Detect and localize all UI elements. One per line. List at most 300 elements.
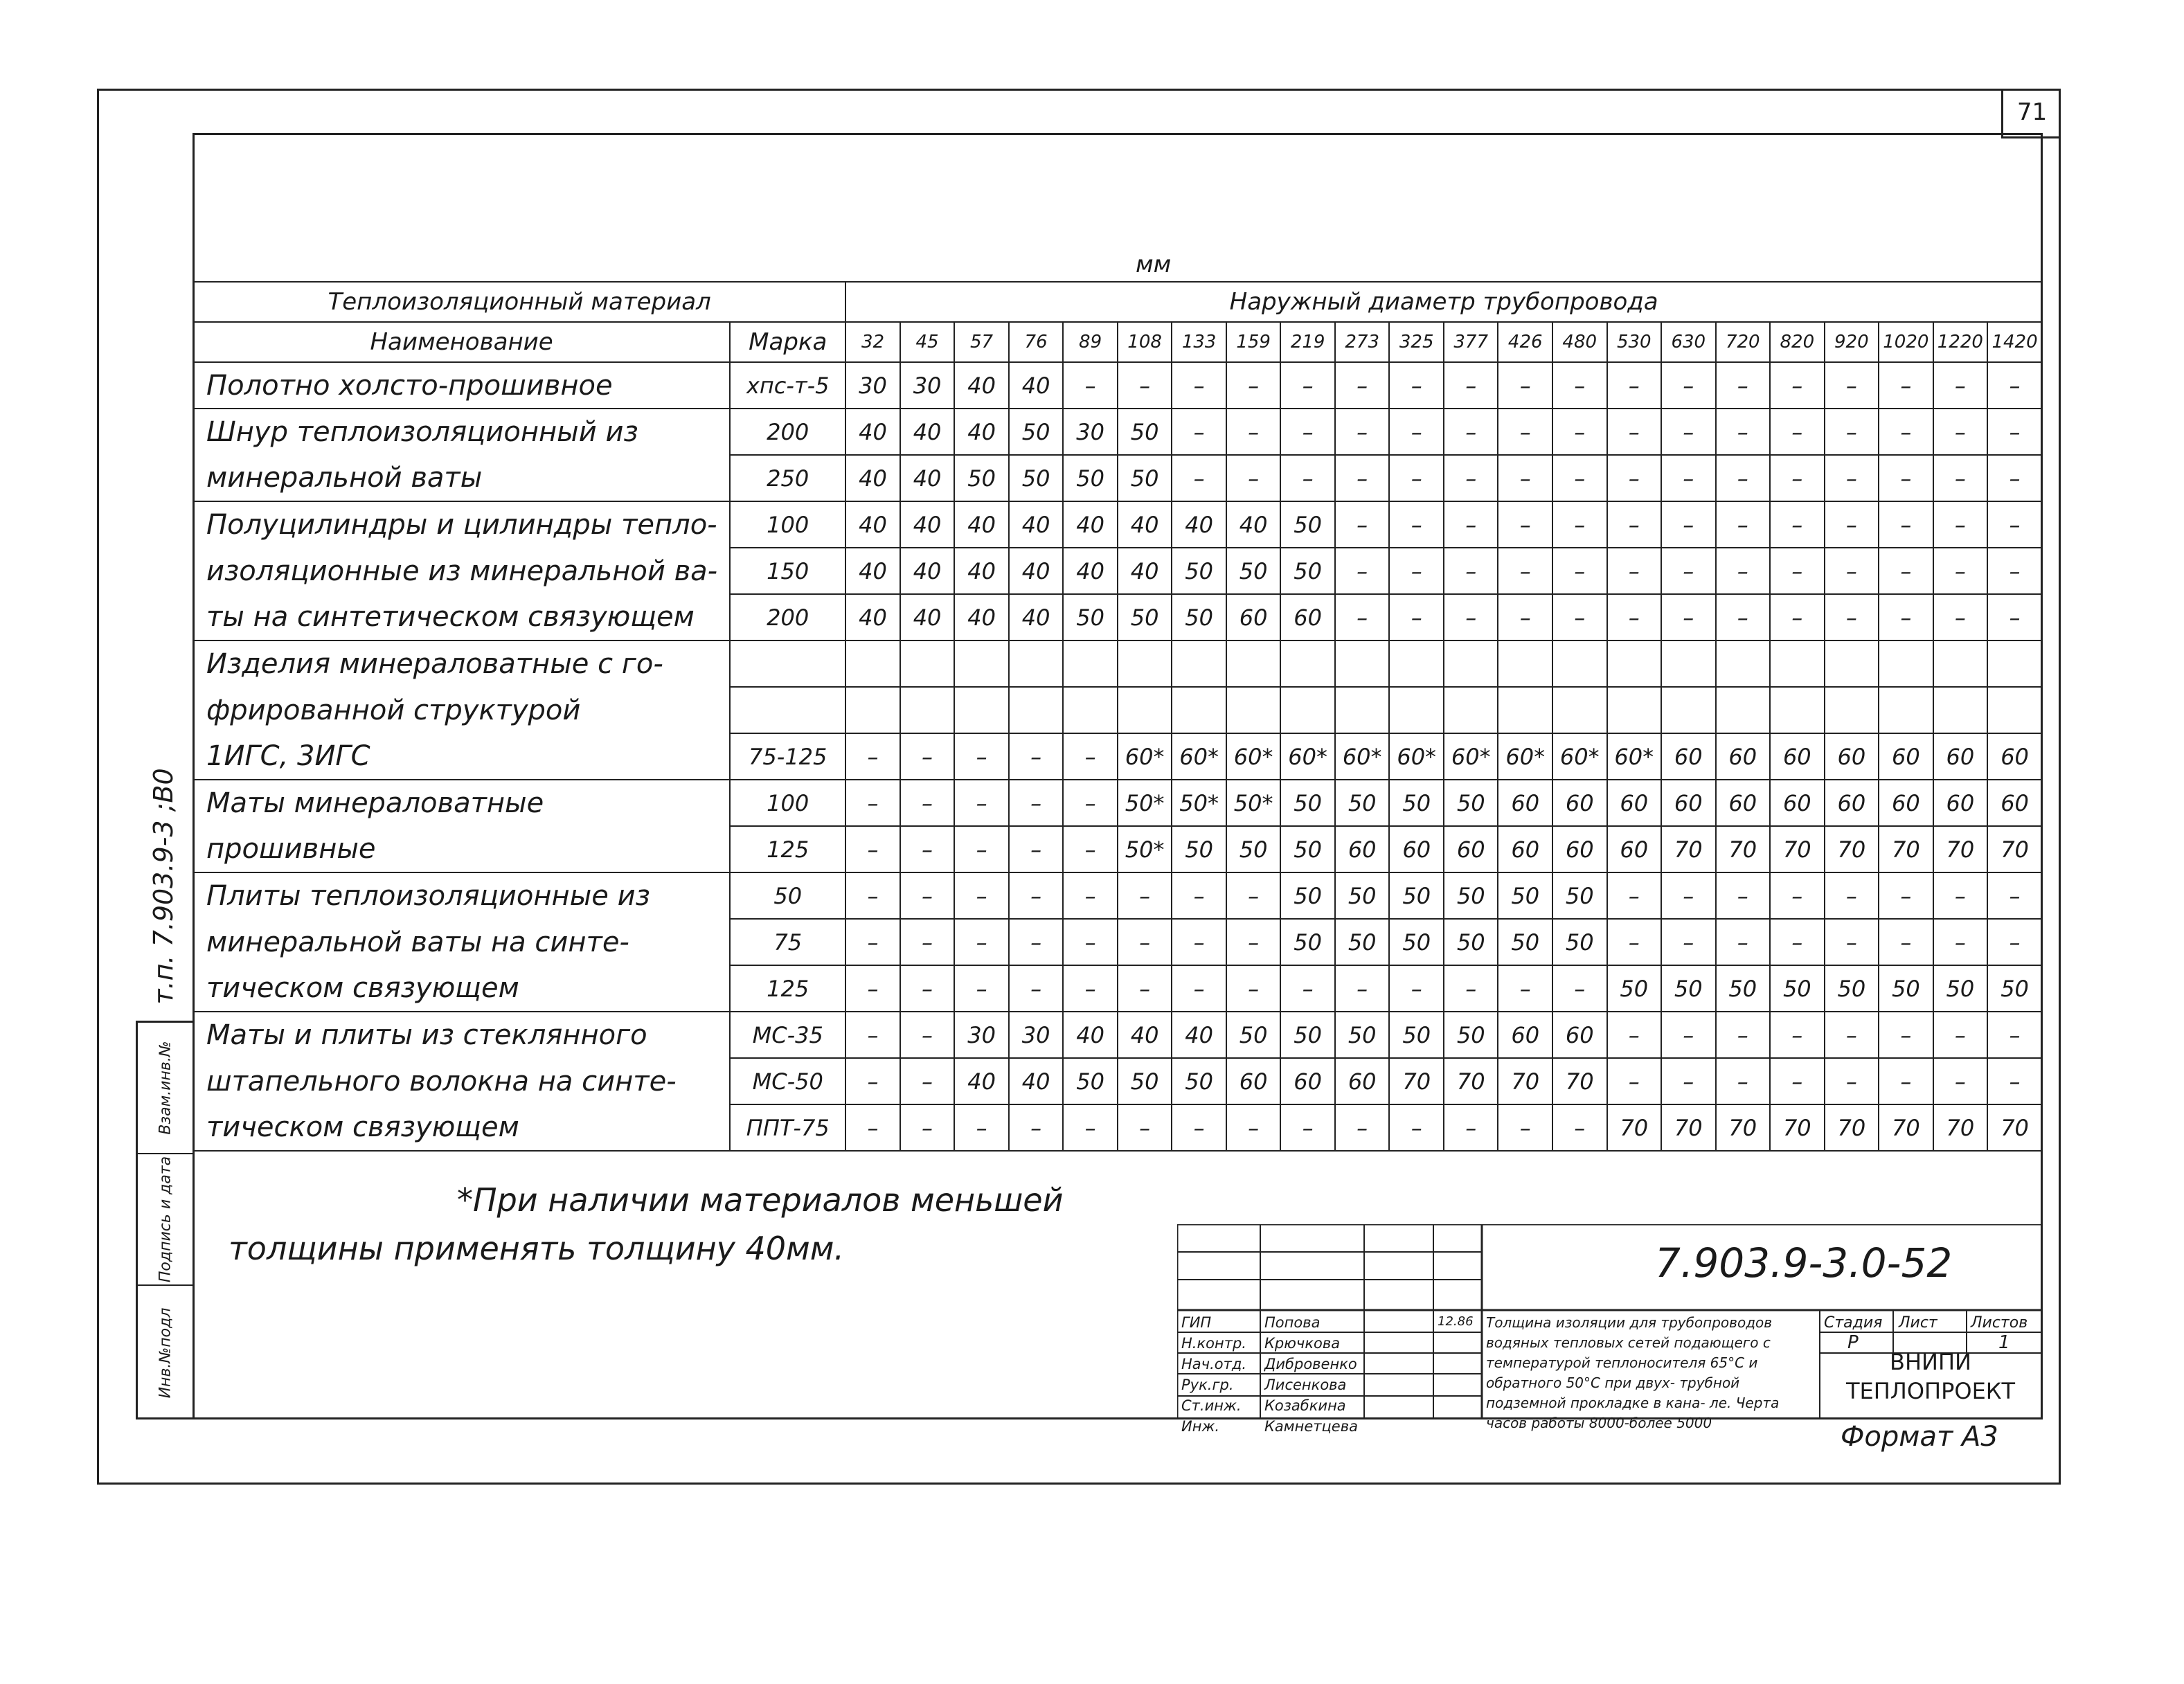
thickness-cell: 50 (1335, 780, 1390, 826)
thickness-cell: – (845, 733, 900, 780)
thickness-cell: – (1009, 965, 1064, 1012)
thickness-cell: 40 (845, 548, 900, 594)
thickness-cell: 60 (1552, 1012, 1607, 1058)
thickness-cell: 40 (1118, 1012, 1172, 1058)
thickness-cell: – (1770, 872, 1825, 919)
thickness-cell: – (1118, 1104, 1172, 1151)
thickness-cell: – (1498, 501, 1552, 548)
thickness-cell: 60* (1389, 733, 1444, 780)
sheets-label: Листов (1971, 1314, 2028, 1332)
thickness-cell: – (1389, 455, 1444, 501)
thickness-cell: – (1335, 1104, 1390, 1151)
thickness-cell: – (1335, 965, 1390, 1012)
thickness-cell: 50 (1335, 1012, 1390, 1058)
thickness-cell: 50* (1172, 780, 1226, 826)
thickness-cell: 50 (1552, 872, 1607, 919)
thickness-cell: 70 (1933, 826, 1988, 872)
thickness-cell: – (1716, 594, 1771, 641)
thickness-cell (1280, 641, 1335, 687)
thickness-cell: 50 (1389, 780, 1444, 826)
thickness-cell: – (1825, 409, 1879, 455)
thickness-cell: 60 (1335, 826, 1390, 872)
table-row (193, 1012, 2042, 1058)
thickness-cell: – (1009, 919, 1064, 965)
strip-cell-signature (138, 1154, 193, 1286)
thickness-cell: – (1009, 826, 1064, 872)
table-row (193, 733, 2042, 780)
thickness-cell: 60 (1552, 780, 1607, 826)
table-row (193, 1058, 2042, 1104)
thickness-cell: 40 (1009, 501, 1064, 548)
thickness-cell: 50 (1280, 548, 1335, 594)
thickness-cell: 60 (1226, 594, 1281, 641)
thickness-cell: – (1987, 501, 2042, 548)
diameter-header: 32 (845, 322, 900, 362)
material-mark: МС-35 (730, 1012, 845, 1058)
table-row (193, 641, 2042, 687)
thickness-cell: 60 (1987, 780, 2042, 826)
thickness-cell: – (845, 780, 900, 826)
thickness-cell: 40 (845, 455, 900, 501)
thickness-cell (1063, 641, 1118, 687)
thickness-cell: – (1716, 362, 1771, 409)
thickness-cell: – (1825, 501, 1879, 548)
thickness-cell: 40 (954, 1058, 1009, 1104)
thickness-cell: – (1389, 501, 1444, 548)
thickness-cell (1770, 687, 1825, 733)
thickness-cell (1335, 641, 1390, 687)
thickness-cell: 50 (1226, 826, 1281, 872)
thickness-cell: – (1226, 409, 1281, 455)
thickness-cell: 40 (1172, 501, 1226, 548)
diameter-header: 57 (954, 322, 1009, 362)
thickness-cell: 50 (1498, 919, 1552, 965)
thickness-cell: – (954, 1104, 1009, 1151)
thickness-cell: 40 (845, 594, 900, 641)
thickness-cell: – (845, 1104, 900, 1151)
material-mark: 50 (730, 872, 845, 919)
stamp-name: Козабкина (1264, 1397, 1346, 1414)
thickness-cell: 50 (1389, 1012, 1444, 1058)
thickness-cell (845, 641, 900, 687)
thickness-cell: – (1933, 1058, 1988, 1104)
thickness-cell: – (1933, 548, 1988, 594)
diameter-header: 1220 (1933, 322, 1988, 362)
thickness-cell: 50 (1280, 780, 1335, 826)
diameter-header: 159 (1226, 322, 1281, 362)
thickness-cell: – (1552, 1104, 1607, 1151)
thickness-cell: 70 (1498, 1058, 1552, 1104)
footnote-line-2: толщины применять толщину 40мм. (229, 1230, 845, 1267)
thickness-cell: – (1879, 919, 1933, 965)
thickness-cell: – (1063, 826, 1118, 872)
strip-label: Подпись и дата (156, 1156, 174, 1283)
thickness-cell: 50 (1063, 1058, 1118, 1104)
thickness-cell: 60* (1280, 733, 1335, 780)
thickness-cell: – (1389, 362, 1444, 409)
thickness-cell: – (1825, 1012, 1879, 1058)
thickness-cell: – (1987, 594, 2042, 641)
thickness-cell: 70 (1987, 1104, 2042, 1151)
table-row (193, 548, 2042, 594)
thickness-cell: 60* (1444, 733, 1498, 780)
material-mark: 125 (730, 826, 845, 872)
thickness-cell: – (1770, 362, 1825, 409)
thickness-cell: – (1118, 965, 1172, 1012)
thickness-cell: 60 (1280, 1058, 1335, 1104)
stage-label: Стадия (1824, 1314, 1883, 1332)
thickness-cell: 50 (1280, 872, 1335, 919)
thickness-cell: 70 (1389, 1058, 1444, 1104)
thickness-cell: 60 (1444, 826, 1498, 872)
thickness-cell: 50 (1335, 919, 1390, 965)
stamp-role: Рук.гр. (1181, 1377, 1234, 1393)
stamp-name: Дибровенко (1264, 1356, 1357, 1372)
thickness-cell (1933, 641, 1988, 687)
strip-cell-inventory (138, 1286, 193, 1419)
thickness-cell (1009, 641, 1064, 687)
thickness-cell: 60 (1716, 780, 1771, 826)
material-name: Полотно холсто-прошивное (193, 362, 730, 409)
diameter-header: 219 (1280, 322, 1335, 362)
thickness-cell: 40 (900, 501, 955, 548)
thickness-cell (1607, 641, 1662, 687)
thickness-cell: 70 (1444, 1058, 1498, 1104)
thickness-cell: 60 (1498, 780, 1552, 826)
thickness-cell: – (1498, 965, 1552, 1012)
thickness-cell: – (1607, 409, 1662, 455)
diameter-header: 1020 (1879, 322, 1933, 362)
thickness-cell: – (1498, 362, 1552, 409)
diameter-header: 325 (1389, 322, 1444, 362)
thickness-cell: – (1009, 733, 1064, 780)
thickness-cell: – (1987, 872, 2042, 919)
thickness-cell: – (1933, 919, 1988, 965)
thickness-cell: – (1879, 409, 1933, 455)
thickness-cell: 50 (1607, 965, 1662, 1012)
thickness-cell: 40 (1226, 501, 1281, 548)
diameter-header: 108 (1118, 322, 1172, 362)
thickness-cell: – (1879, 548, 1933, 594)
organization (1820, 1347, 2041, 1406)
thickness-cell: – (1335, 455, 1390, 501)
thickness-cell: 50 (1009, 455, 1064, 501)
thickness-cell: – (954, 826, 1009, 872)
thickness-cell: 60 (1661, 780, 1716, 826)
thickness-cell: 50 (1226, 548, 1281, 594)
thickness-cell: – (1661, 1058, 1716, 1104)
thickness-cell: – (1661, 362, 1716, 409)
thickness-cell: – (1933, 1012, 1988, 1058)
stamp-name: Камнетцева (1264, 1418, 1358, 1435)
thickness-cell: 50 (1552, 919, 1607, 965)
thickness-cell (1607, 687, 1662, 733)
thickness-cell: – (1770, 455, 1825, 501)
org-line-2: ТЕПЛОПРОЕКТ (1845, 1378, 2016, 1404)
thickness-cell (1987, 641, 2042, 687)
material-mark: 200 (730, 409, 845, 455)
thickness-cell: 60 (1770, 733, 1825, 780)
thickness-cell: – (954, 872, 1009, 919)
material-name: Маты минераловатные (193, 780, 730, 826)
thickness-cell: – (1716, 501, 1771, 548)
table-row (193, 455, 2042, 501)
thickness-cell: 60 (1498, 826, 1552, 872)
stamp-name: Крючкова (1264, 1335, 1341, 1352)
thickness-cell: – (1770, 919, 1825, 965)
thickness-cell: – (1607, 548, 1662, 594)
diameter-header: 630 (1661, 322, 1716, 362)
thickness-cell: – (1879, 594, 1933, 641)
thickness-cell: – (1933, 409, 1988, 455)
thickness-cell: 50 (1280, 501, 1335, 548)
thickness-cell: 70 (1825, 1104, 1879, 1151)
thickness-cell: – (1335, 362, 1390, 409)
thickness-cell: – (1172, 1104, 1226, 1151)
thickness-cell: – (1825, 872, 1879, 919)
thickness-cell: – (1770, 409, 1825, 455)
thickness-cell: 50 (1009, 409, 1064, 455)
thickness-cell (1987, 687, 2042, 733)
thickness-cell: – (1716, 872, 1771, 919)
thickness-cell: 50 (1280, 919, 1335, 965)
thickness-cell: – (1444, 965, 1498, 1012)
thickness-cell: – (1498, 455, 1552, 501)
thickness-cell: 60 (1825, 733, 1879, 780)
thickness-cell: 50 (1172, 1058, 1226, 1104)
thickness-cell: – (1770, 594, 1825, 641)
thickness-cell: 60 (1607, 780, 1662, 826)
thickness-cell (1552, 641, 1607, 687)
document-code: 7.903.9-3.0-52 (1655, 1239, 1953, 1287)
thickness-cell: – (1389, 594, 1444, 641)
thickness-cell: 50 (1335, 872, 1390, 919)
thickness-cell: 50 (1444, 872, 1498, 919)
thickness-cell: 60 (1879, 733, 1933, 780)
thickness-cell (1879, 687, 1933, 733)
stamp-name: Попова (1264, 1314, 1321, 1331)
thickness-cell: – (954, 965, 1009, 1012)
thickness-cell: 70 (1716, 826, 1771, 872)
thickness-cell: 70 (1879, 1104, 1933, 1151)
thickness-cell: – (1661, 872, 1716, 919)
thickness-cell: – (1607, 594, 1662, 641)
thickness-cell (1444, 687, 1498, 733)
thickness-cell: – (1987, 919, 2042, 965)
table-row (193, 594, 2042, 641)
thickness-cell: – (1825, 919, 1879, 965)
diameter-group-header: Наружный диаметр трубопровода (845, 282, 2042, 322)
thickness-cell: 70 (1825, 826, 1879, 872)
table-row (193, 780, 2042, 826)
thickness-cell: – (1607, 1058, 1662, 1104)
thickness-cell: 60 (1389, 826, 1444, 872)
stamp-name: Лисенкова (1264, 1377, 1347, 1393)
thickness-cell: 50 (1118, 409, 1172, 455)
thickness-cell: – (1716, 548, 1771, 594)
thickness-cell: 50 (1389, 919, 1444, 965)
thickness-cell: – (954, 919, 1009, 965)
thickness-cell: 60* (1172, 733, 1226, 780)
thickness-cell (845, 687, 900, 733)
thickness-cell: – (1280, 455, 1335, 501)
thickness-cell: – (1444, 548, 1498, 594)
thickness-cell: – (1825, 594, 1879, 641)
thickness-cell (1552, 687, 1607, 733)
thickness-cell: 50 (1661, 965, 1716, 1012)
insulation-thickness-table (193, 281, 2043, 1152)
thickness-cell: 50 (1118, 455, 1172, 501)
thickness-cell: 50 (1172, 594, 1226, 641)
thickness-cell: – (1552, 548, 1607, 594)
thickness-cell: – (1009, 872, 1064, 919)
diameter-header: 45 (900, 322, 955, 362)
thickness-cell: 60* (1226, 733, 1281, 780)
thickness-cell (1661, 687, 1716, 733)
thickness-cell: – (1661, 409, 1716, 455)
table-row (193, 362, 2042, 409)
table-row (193, 826, 2042, 872)
thickness-cell: – (1444, 1104, 1498, 1151)
thickness-cell: – (1498, 594, 1552, 641)
page-number: 71 (2001, 89, 2061, 138)
material-mark: хпс-т-5 (730, 362, 845, 409)
sheet-label: Лист (1899, 1314, 1937, 1332)
material-name: минеральной ваты на синте- (193, 919, 730, 965)
thickness-cell: – (845, 826, 900, 872)
thickness-cell (1226, 641, 1281, 687)
thickness-cell: – (845, 872, 900, 919)
material-name: ты на синтетическом связующем (193, 594, 730, 641)
thickness-cell: – (1172, 409, 1226, 455)
thickness-cell: – (900, 1058, 955, 1104)
thickness-cell (1280, 687, 1335, 733)
thickness-cell: 50 (1770, 965, 1825, 1012)
thickness-cell: – (1063, 872, 1118, 919)
thickness-cell: – (1172, 362, 1226, 409)
thickness-cell: 40 (845, 501, 900, 548)
thickness-cell (954, 687, 1009, 733)
thickness-cell: 60 (1498, 1012, 1552, 1058)
side-document-code (143, 762, 184, 1011)
thickness-cell: 50* (1118, 780, 1172, 826)
thickness-cell: 60 (1825, 780, 1879, 826)
thickness-cell: – (1933, 872, 1988, 919)
name-column-header: Наименование (193, 322, 730, 362)
material-mark: МС-50 (730, 1058, 845, 1104)
thickness-cell: 70 (1770, 1104, 1825, 1151)
diameter-header: 1420 (1987, 322, 2042, 362)
thickness-cell: – (845, 1058, 900, 1104)
thickness-cell: – (1444, 594, 1498, 641)
thickness-cell: – (1825, 362, 1879, 409)
thickness-cell: – (1389, 1104, 1444, 1151)
thickness-cell: – (1172, 965, 1226, 1012)
thickness-cell (900, 641, 955, 687)
thickness-cell: – (1987, 548, 2042, 594)
thickness-cell (1172, 641, 1226, 687)
thickness-cell: 30 (845, 362, 900, 409)
material-name: минеральной ваты (193, 455, 730, 501)
thickness-cell: 60* (1552, 733, 1607, 780)
thickness-cell: – (845, 1012, 900, 1058)
thickness-cell: – (1335, 594, 1390, 641)
thickness-cell: – (1444, 455, 1498, 501)
stage-value: Р (1847, 1332, 1859, 1353)
thickness-cell (1879, 641, 1933, 687)
diameter-header: 480 (1552, 322, 1607, 362)
stamp-role: Ст.инж. (1181, 1397, 1242, 1414)
thickness-cell: – (1552, 362, 1607, 409)
thickness-cell: – (1770, 548, 1825, 594)
thickness-cell: – (1280, 1104, 1335, 1151)
stamp-role: Инж. (1181, 1418, 1220, 1435)
thickness-cell: – (1118, 362, 1172, 409)
thickness-cell: – (1661, 919, 1716, 965)
thickness-cell: – (1825, 1058, 1879, 1104)
thickness-cell: – (1552, 409, 1607, 455)
mark-column-header: Марка (730, 322, 845, 362)
thickness-cell: – (1716, 919, 1771, 965)
thickness-cell: – (1661, 548, 1716, 594)
material-name: изоляционные из минеральной ва- (193, 548, 730, 594)
thickness-cell: – (1607, 872, 1662, 919)
material-name: фрированной структурой (193, 687, 730, 733)
thickness-cell: – (1335, 501, 1390, 548)
thickness-cell: 40 (1118, 501, 1172, 548)
table-row (193, 872, 2042, 919)
thickness-cell (1444, 641, 1498, 687)
thickness-cell: 60 (1770, 780, 1825, 826)
stamp-title: Толщина изоляции для трубопроводов водяных тепловых сетей подающего с температурой теплоносителя 65°С и обратного 50°С при двух- трубной подземной прокладке в кана- ле. Черта часов работы 8000-более 5000 (1486, 1314, 1780, 1431)
thickness-cell: 30 (1063, 409, 1118, 455)
thickness-cell: – (1770, 1012, 1825, 1058)
thickness-cell: 50 (1118, 594, 1172, 641)
thickness-cell: – (1987, 409, 2042, 455)
thickness-cell: – (845, 919, 900, 965)
thickness-cell: – (1063, 919, 1118, 965)
thickness-cell: – (1987, 362, 2042, 409)
thickness-cell: – (1770, 1058, 1825, 1104)
thickness-cell (1716, 687, 1771, 733)
thickness-cell: – (1498, 548, 1552, 594)
thickness-cell: – (1716, 455, 1771, 501)
thickness-cell: – (1607, 501, 1662, 548)
table-row (193, 501, 2042, 548)
thickness-cell: 50 (1498, 872, 1552, 919)
thickness-cell (1498, 641, 1552, 687)
thickness-cell: – (954, 780, 1009, 826)
thickness-cell: – (1063, 780, 1118, 826)
thickness-cell: – (954, 733, 1009, 780)
thickness-cell (1389, 687, 1444, 733)
thickness-cell (900, 687, 955, 733)
table-row (193, 919, 2042, 965)
side-code-text: т.п. 7.903.9-3 ;В0 (148, 768, 179, 1005)
thickness-cell: – (1933, 594, 1988, 641)
thickness-cell: – (1335, 548, 1390, 594)
thickness-cell: – (900, 872, 955, 919)
thickness-cell: 60 (1335, 1058, 1390, 1104)
thickness-cell: – (1879, 501, 1933, 548)
thickness-cell: – (1335, 409, 1390, 455)
material-mark: ППТ-75 (730, 1104, 845, 1151)
thickness-cell: 50 (1716, 965, 1771, 1012)
thickness-cell: – (1498, 1104, 1552, 1151)
material-name: штапельного волокна на синте- (193, 1058, 730, 1104)
thickness-cell: – (1444, 362, 1498, 409)
thickness-cell: – (1933, 362, 1988, 409)
